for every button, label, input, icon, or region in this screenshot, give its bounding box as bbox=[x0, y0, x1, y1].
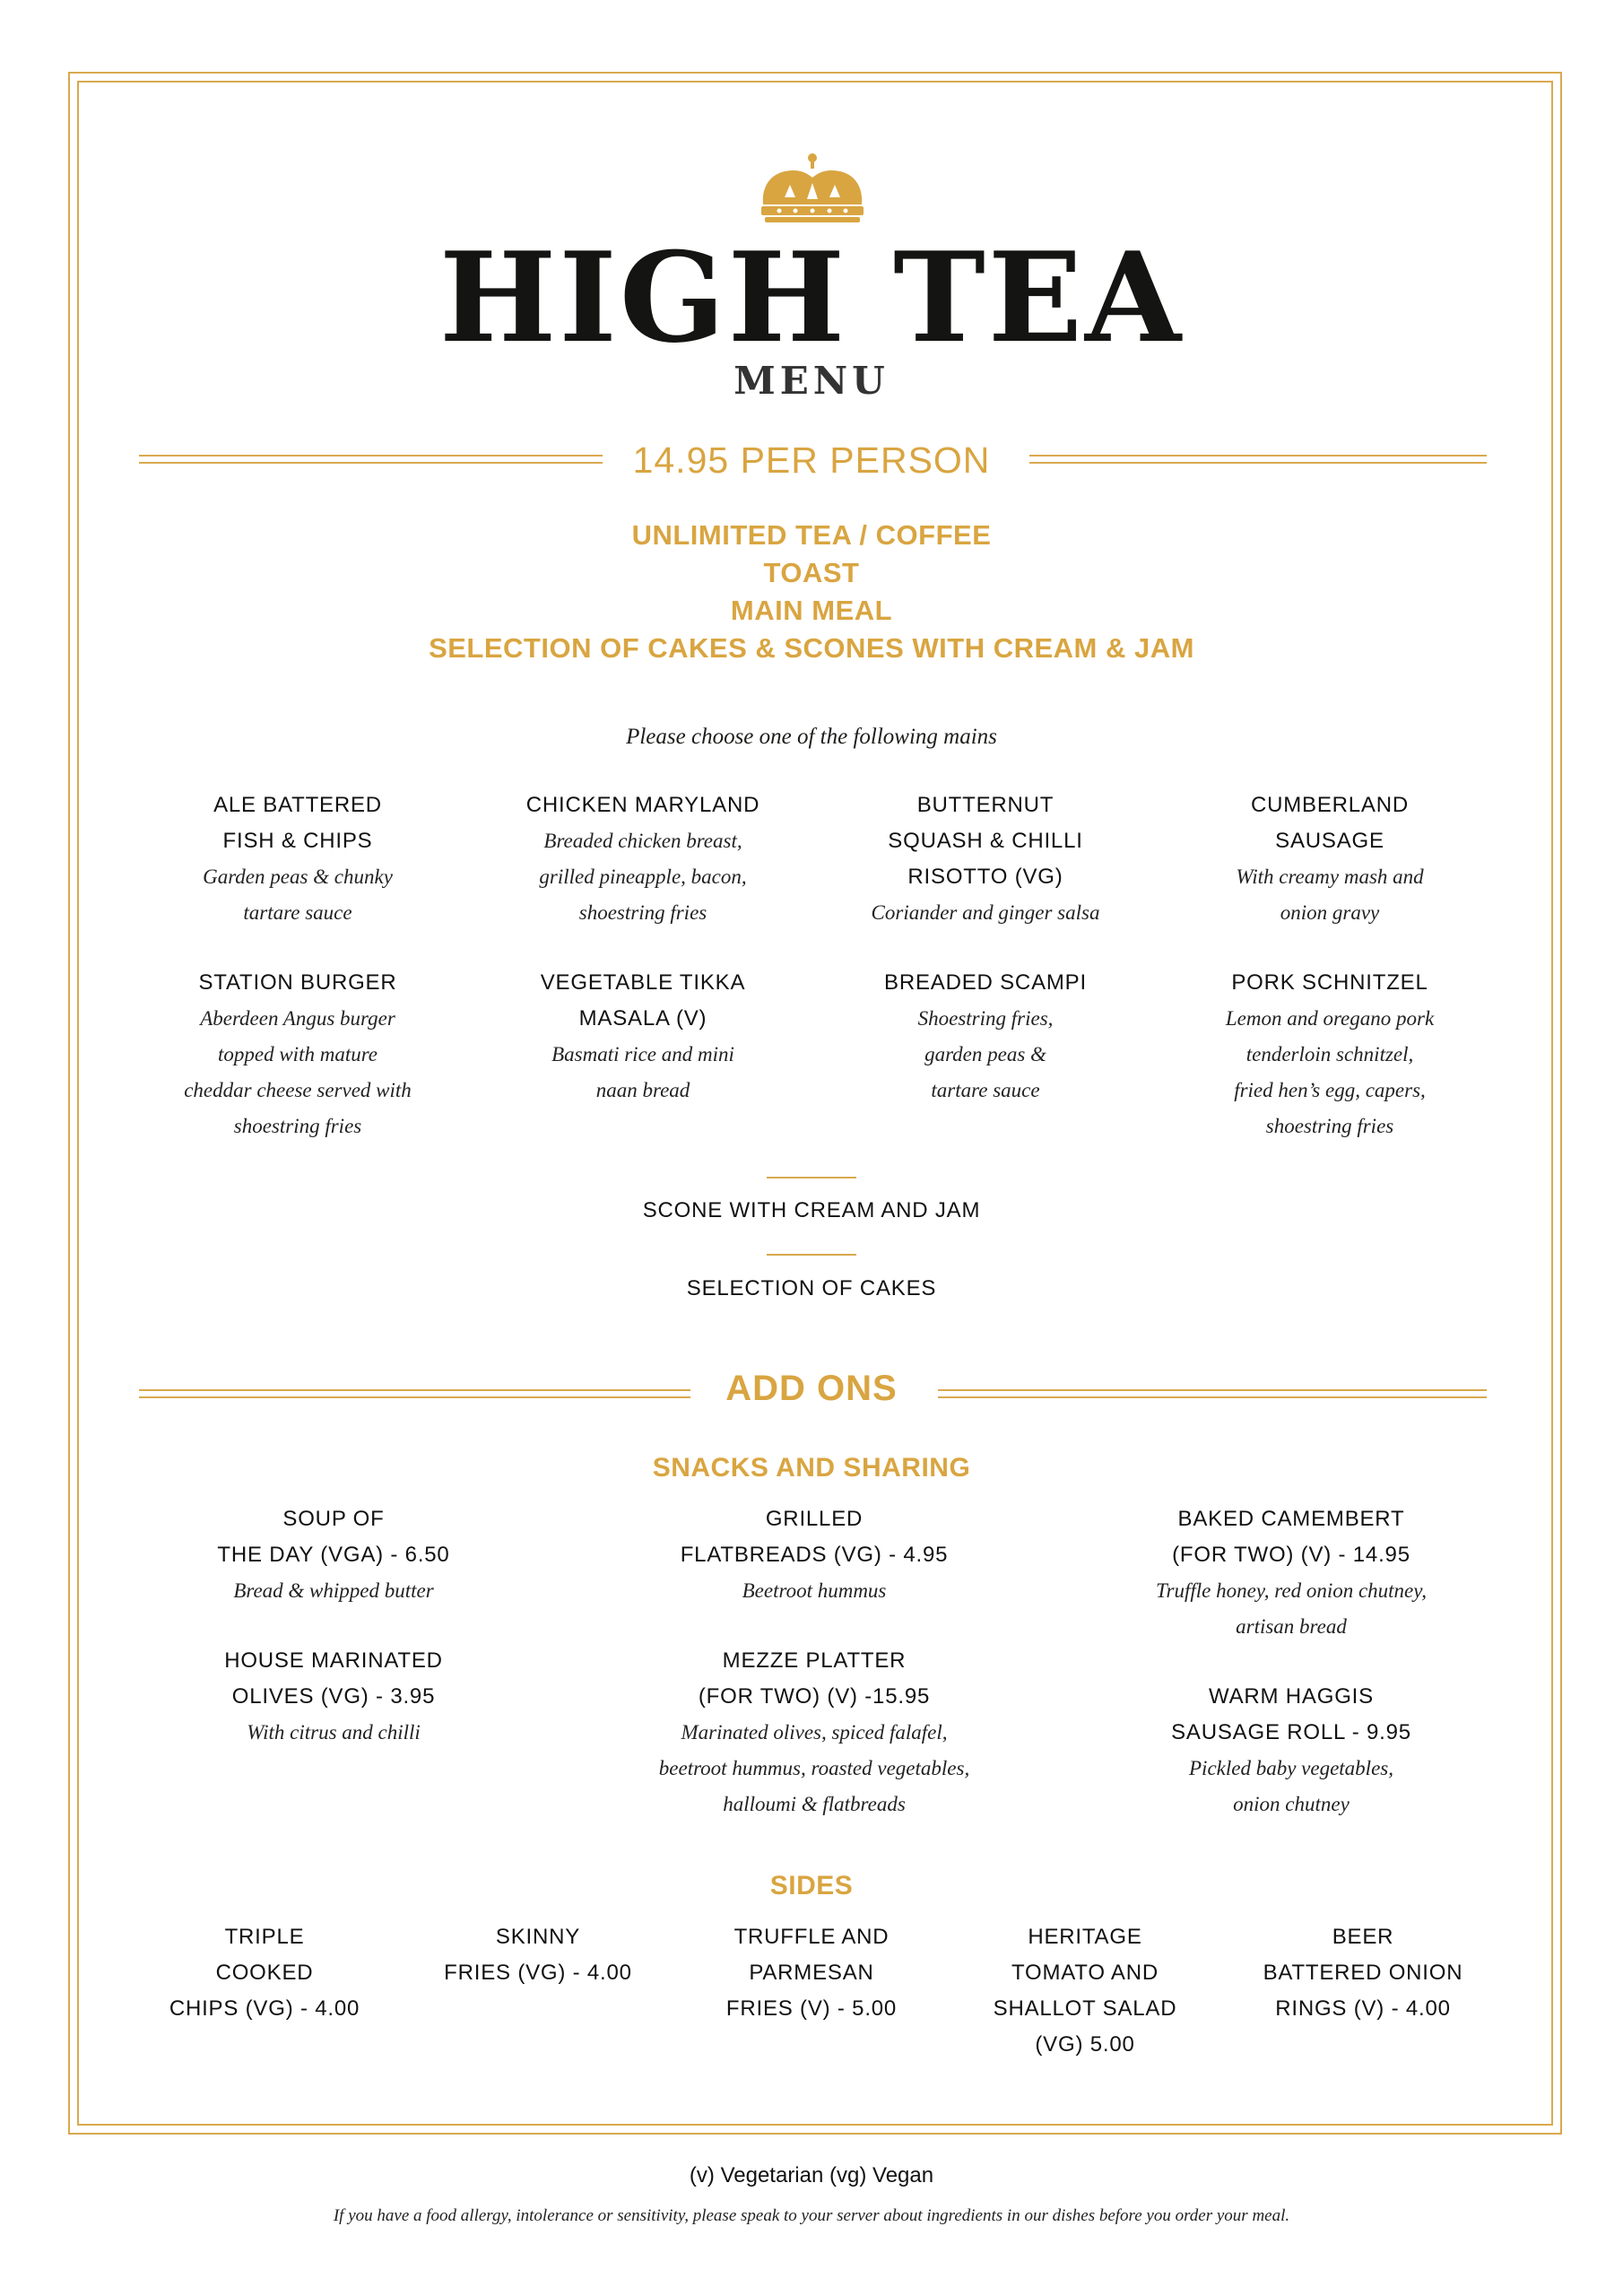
side-item-name: TRUFFLE AND PARMESAN FRIES (V) - 5.00 bbox=[725, 1925, 898, 2021]
main-item-desc: Breaded chicken breast, grilled pineapple, bacon, shoestring fries bbox=[539, 830, 747, 924]
snack-item-name: WARM HAGGIS SAUSAGE ROLL - 9.95 bbox=[1171, 1684, 1411, 1744]
main-item-desc: Basmati rice and mini naan bread bbox=[551, 1043, 734, 1101]
main-item-name: BREADED SCAMPI bbox=[884, 970, 1087, 995]
main-item-name: BUTTERNUT SQUASH & CHILLI RISOTTO (VG) bbox=[888, 793, 1083, 889]
price: 14.95 PER PERSON bbox=[632, 439, 991, 481]
snack-item-desc: Bread & whipped butter bbox=[233, 1579, 434, 1602]
main-item-desc: With creamy mash and onion gravy bbox=[1236, 865, 1424, 924]
snack-item-name: SOUP OF THE DAY (VGA) - 6.50 bbox=[217, 1507, 450, 1567]
side-item-name: SKINNY FRIES (VG) - 4.00 bbox=[444, 1925, 632, 1985]
snack-item-name: GRILLED FLATBREADS (VG) - 4.95 bbox=[680, 1507, 949, 1567]
allergy-note: If you have a food allergy, intolerance or sensitivity, please speak to your server about ingredients in our dishes before you order your meal. bbox=[333, 2206, 1290, 2225]
snack-item-desc: With citrus and chilli bbox=[247, 1721, 421, 1744]
includes-item: TOAST bbox=[763, 557, 860, 588]
main-item bbox=[473, 965, 813, 1109]
main-item bbox=[1159, 965, 1500, 1144]
snack-item-desc: Marinated olives, spiced falafel, beetroot hummus, roasted vegetables, halloumi & flatbreads bbox=[658, 1721, 970, 1815]
side-item-name: TRIPLE COOKED CHIPS (VG) - 4.00 bbox=[169, 1925, 360, 2021]
main-item-desc: Coriander and ginger salsa bbox=[871, 901, 1100, 924]
snack-item bbox=[590, 1643, 1038, 1822]
snack-item-desc: Pickled baby vegetables, onion chutney bbox=[1189, 1757, 1393, 1815]
main-item bbox=[127, 787, 468, 931]
side-item bbox=[417, 1919, 659, 1991]
snack-item bbox=[590, 1501, 1038, 1609]
divider bbox=[767, 1177, 856, 1178]
side-item bbox=[1237, 1919, 1488, 2027]
snack-item bbox=[154, 1501, 513, 1609]
diet-legend: (v) Vegetarian (vg) Vegan bbox=[689, 2163, 934, 2187]
main-item bbox=[815, 787, 1156, 931]
side-item-name: BEER BATTERED ONION RINGS (V) - 4.00 bbox=[1263, 1925, 1463, 2021]
main-item bbox=[1159, 787, 1500, 931]
main-item-name: CUMBERLAND SAUSAGE bbox=[1250, 793, 1410, 853]
extra-item: SCONE WITH CREAM AND JAM bbox=[642, 1198, 981, 1222]
main-item-desc: Aberdeen Angus burger topped with mature cheddar cheese served with shoestring fries bbox=[184, 1007, 412, 1137]
menu-title: HIGH TEA bbox=[438, 224, 1185, 370]
snack-item-desc: Beetroot hummus bbox=[742, 1579, 887, 1602]
extra-item: SELECTION OF CAKES bbox=[686, 1276, 937, 1300]
main-item-desc: Garden peas & chunky tartare sauce bbox=[203, 865, 393, 924]
main-item bbox=[127, 965, 468, 1144]
main-item-desc: Lemon and oregano pork tenderloin schnitzel, fried hen’s egg, capers, shoestring fries bbox=[1225, 1007, 1435, 1137]
main-item-name: PORK SCHNITZEL bbox=[1231, 970, 1428, 995]
sides-title: SIDES bbox=[769, 1871, 854, 1900]
main-item-name: VEGETABLE TIKKA MASALA (V) bbox=[540, 970, 746, 1031]
main-item-desc: Shoestring fries, garden peas & tartare sauce bbox=[917, 1007, 1054, 1101]
side-item-name: HERITAGE TOMATO AND SHALLOT SALAD (VG) 5.00 bbox=[993, 1925, 1177, 2057]
main-item-name: ALE BATTERED FISH & CHIPS bbox=[213, 793, 382, 853]
main-item-name: CHICKEN MARYLAND bbox=[525, 793, 760, 817]
snack-item bbox=[1089, 1679, 1493, 1822]
crown-icon bbox=[758, 151, 867, 224]
snacks-title: SNACKS AND SHARING bbox=[652, 1453, 971, 1483]
side-item bbox=[143, 1919, 386, 2027]
includes-item: SELECTION OF CAKES & SCONES WITH CREAM & JAM bbox=[429, 632, 1194, 664]
snack-item-desc: Truffle honey, red onion chutney, artisan bread bbox=[1156, 1579, 1427, 1638]
menu-subtitle: MENU bbox=[733, 359, 890, 403]
main-item bbox=[473, 787, 813, 931]
snack-item bbox=[154, 1643, 513, 1751]
divider bbox=[767, 1254, 856, 1256]
includes-list bbox=[0, 517, 1623, 667]
main-item bbox=[815, 965, 1156, 1109]
side-item bbox=[964, 1919, 1206, 2063]
addons-title: ADD ONS bbox=[725, 1369, 898, 1408]
snack-item-name: MEZZE PLATTER (FOR TWO) (V) -15.95 bbox=[698, 1648, 931, 1709]
snack-item-name: HOUSE MARINATED OLIVES (VG) - 3.95 bbox=[224, 1648, 443, 1709]
mains-intro: Please choose one of the following mains bbox=[626, 725, 997, 749]
snack-item bbox=[1089, 1501, 1493, 1645]
main-item-name: STATION BURGER bbox=[198, 970, 397, 995]
side-item bbox=[690, 1919, 933, 2027]
includes-item: MAIN MEAL bbox=[730, 595, 893, 626]
snack-item-name: BAKED CAMEMBERT (FOR TWO) (V) - 14.95 bbox=[1172, 1507, 1410, 1567]
includes-item: UNLIMITED TEA / COFFEE bbox=[631, 519, 992, 551]
